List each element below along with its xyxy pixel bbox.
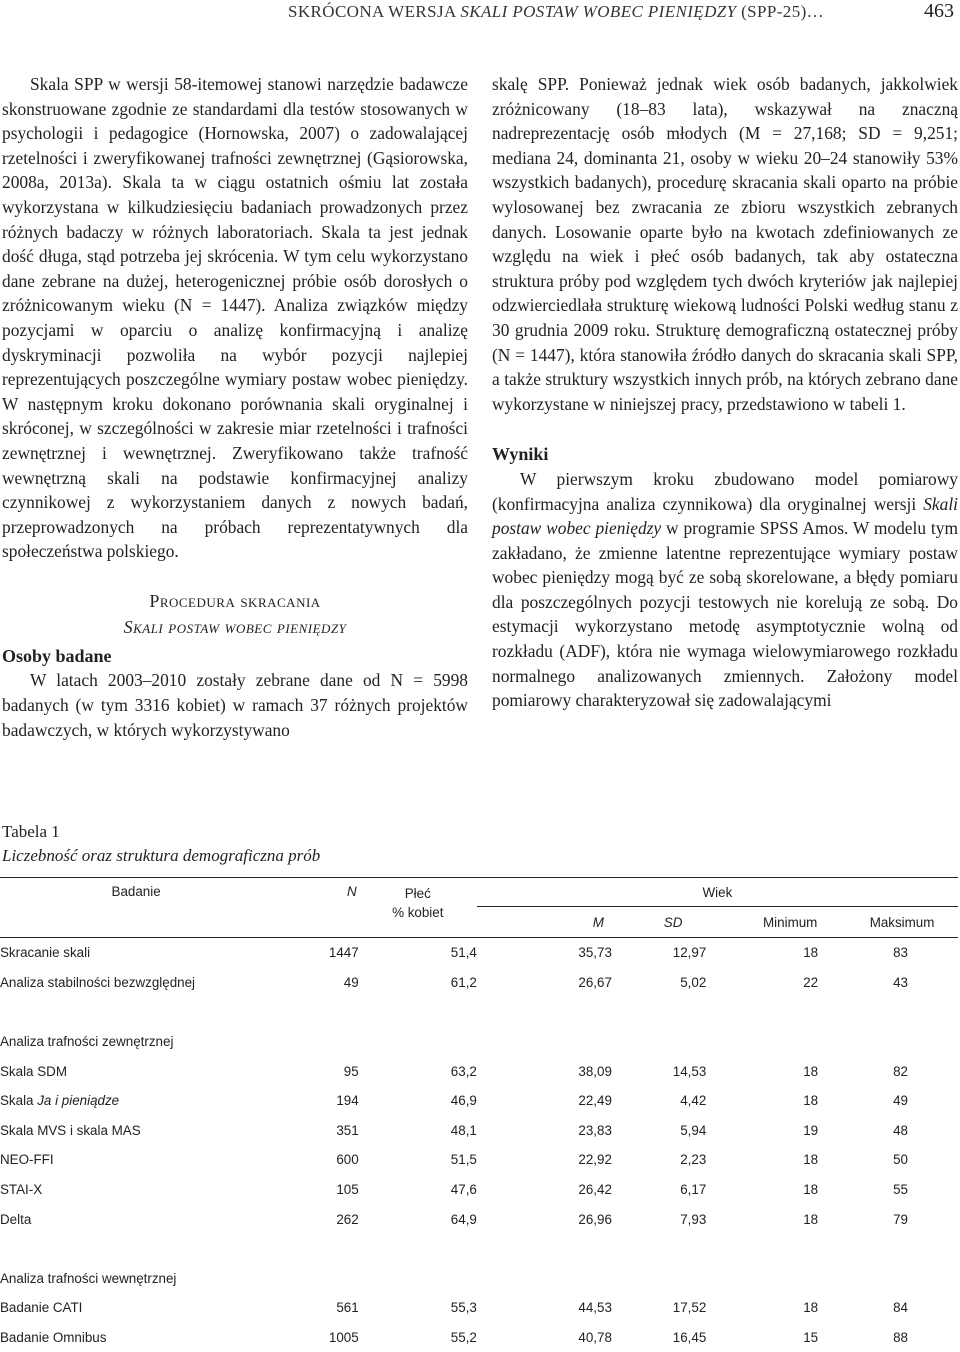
table-label: Tabela 1 — [2, 822, 60, 841]
table-group-label: Analiza trafności zewnętrznej — [0, 1034, 174, 1050]
page-number: 463 — [924, 0, 954, 22]
table-title: Liczebność oraz struktura demograficzna prób — [2, 846, 321, 865]
table-row: Badanie Omnibus 1005 55,2 40,78 16,45 15 88 — [0, 1330, 908, 1346]
table-row: Badanie CATI 561 55,3 44,53 17,52 18 84 — [0, 1300, 908, 1316]
demographics-table — [0, 877, 958, 1352]
col-header-wiek: Wiek — [477, 878, 958, 907]
table-row: Skala Ja i pieniądze 194 46,9 22,49 4,42 18 49 — [0, 1093, 908, 1109]
left-column — [2, 72, 468, 742]
paragraph-intro: Skala SPP w wersji 58-itemowej stanowi narzędzie badawcze skonstruowane zgodnie ze standardami dla testów stosowanych w psychologii i pedagogice (Hornowska, 2007) o zadowalającej rzetelności i zweryfikowanej trafności zewnętrznej (Gąsiorowska, 2008a, 2013a). Skala ta w ciągu ostatnich ośmiu lat została wykorzystana w kilkudziesięciu badaniach prowadzonych przez różnych badaczy w różnych laboratoriach. Skala ta jest jednak dość długa, stąd potrzeba jej skrócenia. W tym celu wykorzystano dane zebrane na dużej, heterogenicznej próbie osób dorosłych o zróżnicowanym wieku (N = 1447). Analiza związków między pozycjami w oparciu o analizę konfirmacyjną i analizę dyskryminacji pozwoliła na wybór pozycji najlepiej reprezentujących poszczególne wymiary postaw wobec pieniędzy. W następnym kroku dokonano porównania skali oryginalnej i skróconej, w szczególności w zakresie miar rzetelności i trafności zewnętrznej i wewnętrznej. Zweryfikowano także trafność wewnętrzną skali na podstawie konfirmacyjnej analizy czynnikowej z wykorzystaniem danych z nowych badań, przeprowadzonych na próbach reprezentatywnych dla społeczeństwa polskiego. — [2, 74, 468, 562]
paragraph-sample: skalę SPP. Ponieważ jednak wiek osób badanych, jakkolwiek zróżnicowany (18–83 lata), wskazywał na znaczną nadreprezentację osób młodych (M = 27,168; SD = 9,251; mediana 24, dominanta 21, osoby w wieku 20–24 stanowiły 53% wszystkich badanych), procedurę skracania skali oparto na próbie wylosowanej bez zwracania ze zbioru wszystkich zebranych danych. Losowanie oparte było na kwotach zdefiniowanych ze względu na wiek i płeć osób badanych, tak aby ostateczna struktura próby pod względem tych dwóch kryteriów jak najlepiej odzwierciedlała strukturę wiekową ludności Polski według stanu z 30 grudnia 2009 roku. Strukturę demograficzną ostatecznej próby (N = 1447), która stanowiła źródło danych do skracania skali SPP, a także struktury wszystkich innych prób, na których zebrano dane wykorzystane w niniejszej pracy, przedstawiono w tabeli 1. — [492, 74, 958, 414]
running-title: SKRÓCONA WERSJA SKALI POSTAW WOBEC PIENIĘDZY (SPP-25)… — [288, 2, 825, 21]
table-caption — [2, 820, 320, 868]
table-group-label: Analiza trafności wewnętrznej — [0, 1270, 177, 1286]
table-row: STAI-X 105 47,6 26,42 6,17 18 55 — [0, 1182, 908, 1198]
col-header-sd: SD — [663, 914, 683, 930]
paragraph-results: W pierwszym kroku zbudowano model pomiarowy (konfirmacyjna analiza czynnikowa) dla oryginalnej wersji Skali postaw wobec pieniędzy w programie SPSS Amos. W modelu tym zakładano, że zmienne latentne reprezentujące wymiary postaw wobec pieniędzy mogą być ze sobą skorelowane, a błędy pomiaru dla poszczególnych pozycji testowych nie korelują ze sobą. Do estymacji wykorzystano metodę asymptotycznie wolną od rozkładu (ADF), która nie wymaga wielowymiarowego rozkładu normalnego analizowanych zmiennych. Założony model pomiarowy charakteryzował się zadowalającymi — [492, 468, 958, 711]
table-row: NEO-FFI 600 51,5 22,92 2,23 18 50 — [0, 1152, 908, 1168]
table-row: Analiza stabilności bezwzględnej 49 61,2 26,67 5,02 22 43 — [0, 974, 908, 990]
subheading-participants: Osoby badane — [2, 645, 112, 666]
table-row: Skracanie skali 1447 51,4 35,73 12,97 18 83 — [0, 945, 908, 961]
col-header-n: N — [347, 884, 357, 899]
table-row: Skala SDM 95 63,2 38,09 14,53 18 82 — [0, 1063, 908, 1079]
col-header-badanie: Badanie — [111, 884, 161, 899]
running-header — [0, 0, 960, 34]
subheading-results: Wyniki — [492, 444, 549, 465]
col-header-max: Maksimum — [869, 914, 935, 930]
section-heading-italic: Skali postaw wobec pieniędzy — [123, 616, 347, 637]
table-row: Delta 262 64,9 26,96 7,93 18 79 — [0, 1211, 908, 1227]
col-header-min: Minimum — [763, 914, 818, 930]
col-header-m: M — [592, 914, 604, 930]
col-header-plec: Płeć % kobiet — [392, 886, 444, 920]
section-heading: Procedura skracania — [149, 590, 321, 611]
table-row: Skala MVS i skala MAS 351 48,1 23,83 5,94 19 48 — [0, 1122, 908, 1138]
right-column — [492, 72, 958, 713]
paragraph-participants: W latach 2003–2010 zostały zebrane dane od N = 5998 badanych (w tym 3316 kobiet) w ramach 37 różnych projektów badawczych, w których wykorzystywano — [2, 670, 468, 740]
